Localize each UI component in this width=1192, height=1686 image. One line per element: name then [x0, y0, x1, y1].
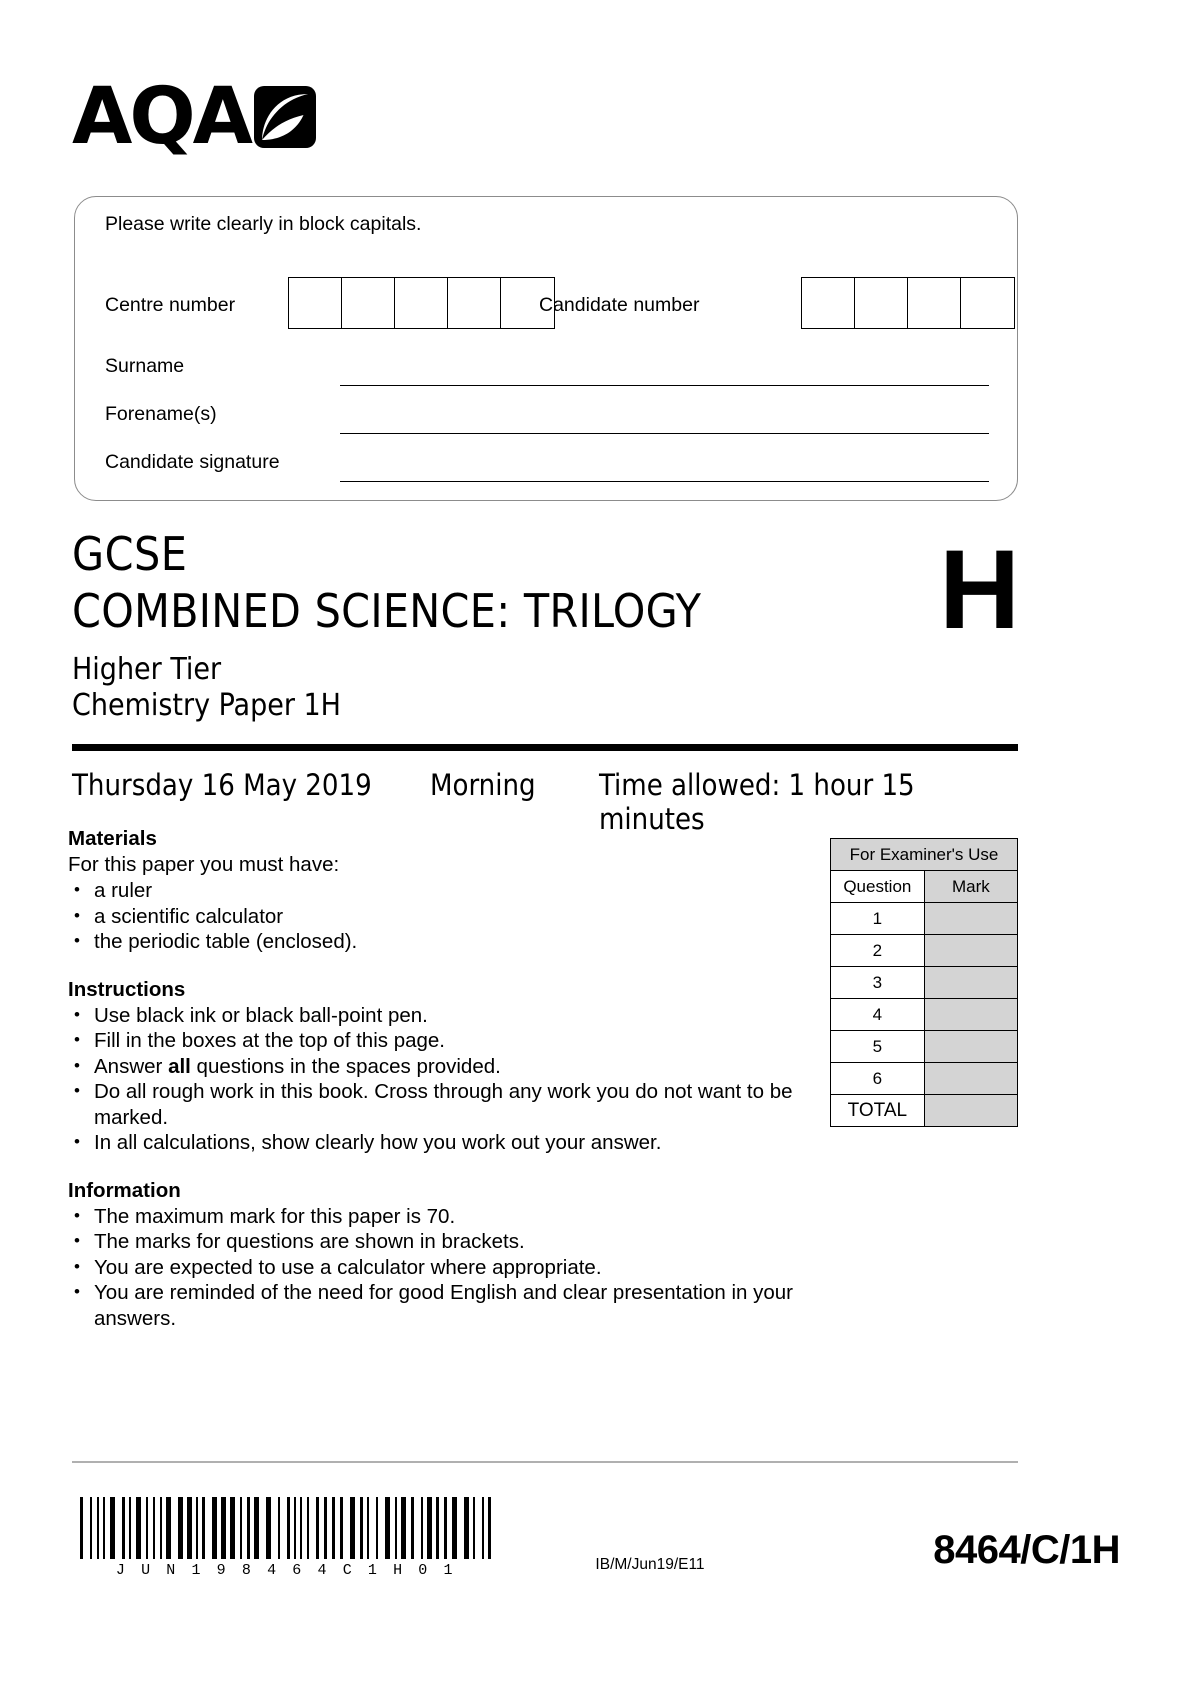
aqa-wordmark: AQA [72, 72, 251, 162]
candidate-number-cell[interactable] [961, 278, 1014, 328]
instructions-heading: Instructions [68, 977, 186, 1001]
table-row [831, 967, 1018, 999]
list-item: • The marks for questions are shown in brackets. [68, 1229, 810, 1255]
examiner-table-title: For Examiner's Use [831, 839, 1018, 871]
question-number: 4 [831, 999, 925, 1031]
information-heading: Information [68, 1178, 181, 1202]
question-number: 5 [831, 1031, 925, 1063]
candidate-signature-label: Candidate signature [105, 451, 280, 473]
centre-number-cell[interactable] [342, 278, 395, 328]
table-row [831, 1031, 1018, 1063]
mark-cell[interactable] [924, 903, 1017, 935]
list-item: • The maximum mark for this paper is 70. [68, 1204, 810, 1230]
list-item: • You are reminded of the need for good English and clear presentation in your answers. [68, 1280, 810, 1331]
table-row [831, 935, 1018, 967]
candidate-signature-field[interactable] [340, 481, 989, 482]
mark-cell[interactable] [924, 935, 1017, 967]
signature-row [105, 451, 989, 495]
tier-label: Higher Tier [72, 652, 222, 687]
centre-number-input[interactable] [288, 277, 555, 329]
title-divider [72, 744, 1018, 751]
candidate-number-cell[interactable] [908, 278, 961, 328]
instructions-column [68, 826, 810, 1331]
list-item: • Fill in the boxes at the top of this page. [68, 1028, 810, 1054]
list-item: • the periodic table (enclosed). [68, 929, 810, 955]
surname-label: Surname [105, 355, 185, 377]
time-allowed: Time allowed: 1 hour 15 minutes [599, 768, 915, 836]
answer-suffix: questions in the spaces provided. [190, 1054, 501, 1078]
question-number: 1 [831, 903, 925, 935]
exam-session: Morning [430, 768, 536, 802]
answer-prefix: Answer [94, 1054, 169, 1078]
forename-label: Forename(s) [105, 403, 217, 425]
centre-number-cell[interactable] [395, 278, 448, 328]
document-reference: IB/M/Jun19/E11 [595, 1556, 705, 1573]
column-header-mark: Mark [924, 871, 1017, 903]
examiner-use-table [830, 838, 1018, 1127]
centre-number-cell[interactable] [289, 278, 342, 328]
exam-info-row [72, 768, 1018, 836]
centre-number-cell[interactable] [448, 278, 501, 328]
information-list [68, 1204, 810, 1332]
mark-cell[interactable] [924, 1063, 1017, 1095]
subject-title: COMBINED SCIENCE: TRILOGY [72, 584, 702, 638]
tier-letter-badge: H [939, 527, 1018, 652]
instructions-list [68, 1003, 810, 1156]
barcode-image [80, 1497, 492, 1559]
table-row [831, 999, 1018, 1031]
forename-row [105, 403, 989, 447]
surname-row [105, 355, 989, 399]
materials-list [68, 878, 810, 955]
table-row [831, 871, 1018, 903]
table-row [831, 1063, 1018, 1095]
mark-cell[interactable] [924, 1031, 1017, 1063]
answer-all-emphasis: all [168, 1054, 191, 1078]
centre-number-label: Centre number [105, 294, 236, 316]
question-number: 2 [831, 935, 925, 967]
list-item [68, 1054, 810, 1080]
question-number: 6 [831, 1063, 925, 1095]
details-instruction: Please write clearly in block capitals. [105, 213, 422, 235]
list-item: • a scientific calculator [68, 904, 810, 930]
candidate-number-label: Candidate number [539, 294, 700, 316]
question-number: 3 [831, 967, 925, 999]
total-mark-cell[interactable] [924, 1095, 1017, 1127]
barcode-label: J U N 1 9 8 4 6 4 C 1 H 0 1 [115, 1562, 457, 1579]
list-item: • You are expected to use a calculator where appropriate. [68, 1255, 810, 1281]
table-row [831, 839, 1018, 871]
footer-divider [72, 1461, 1018, 1463]
number-row [105, 277, 989, 333]
table-row [831, 1095, 1018, 1127]
candidate-number-cell[interactable] [802, 278, 855, 328]
candidate-number-input[interactable] [801, 277, 1015, 329]
list-item: • a ruler [68, 878, 810, 904]
aqa-logo [72, 72, 316, 162]
surname-field[interactable] [340, 385, 989, 386]
materials-intro: For this paper you must have: [68, 853, 340, 876]
title-block [72, 528, 1018, 724]
paper-code: 8464/C/1H [933, 1528, 1120, 1572]
list-item: • Use black ink or black ball-point pen. [68, 1003, 810, 1029]
exam-date: Thursday 16 May 2019 [72, 768, 372, 802]
mark-cell[interactable] [924, 967, 1017, 999]
qualification-title: GCSE [72, 527, 188, 581]
list-item: • Do all rough work in this book. Cross through any work you do not want to be marked. [68, 1079, 810, 1130]
forename-field[interactable] [340, 433, 989, 434]
paper-label: Chemistry Paper 1H [72, 688, 341, 723]
candidate-details-box [74, 196, 1018, 501]
table-row [831, 903, 1018, 935]
column-header-question: Question [831, 871, 925, 903]
materials-heading: Materials [68, 827, 157, 850]
candidate-number-cell[interactable] [855, 278, 908, 328]
mark-cell[interactable] [924, 999, 1017, 1031]
list-item: • In all calculations, show clearly how you work out your answer. [68, 1130, 810, 1156]
total-label: TOTAL [831, 1095, 925, 1127]
aqa-leaf-icon [254, 86, 316, 153]
